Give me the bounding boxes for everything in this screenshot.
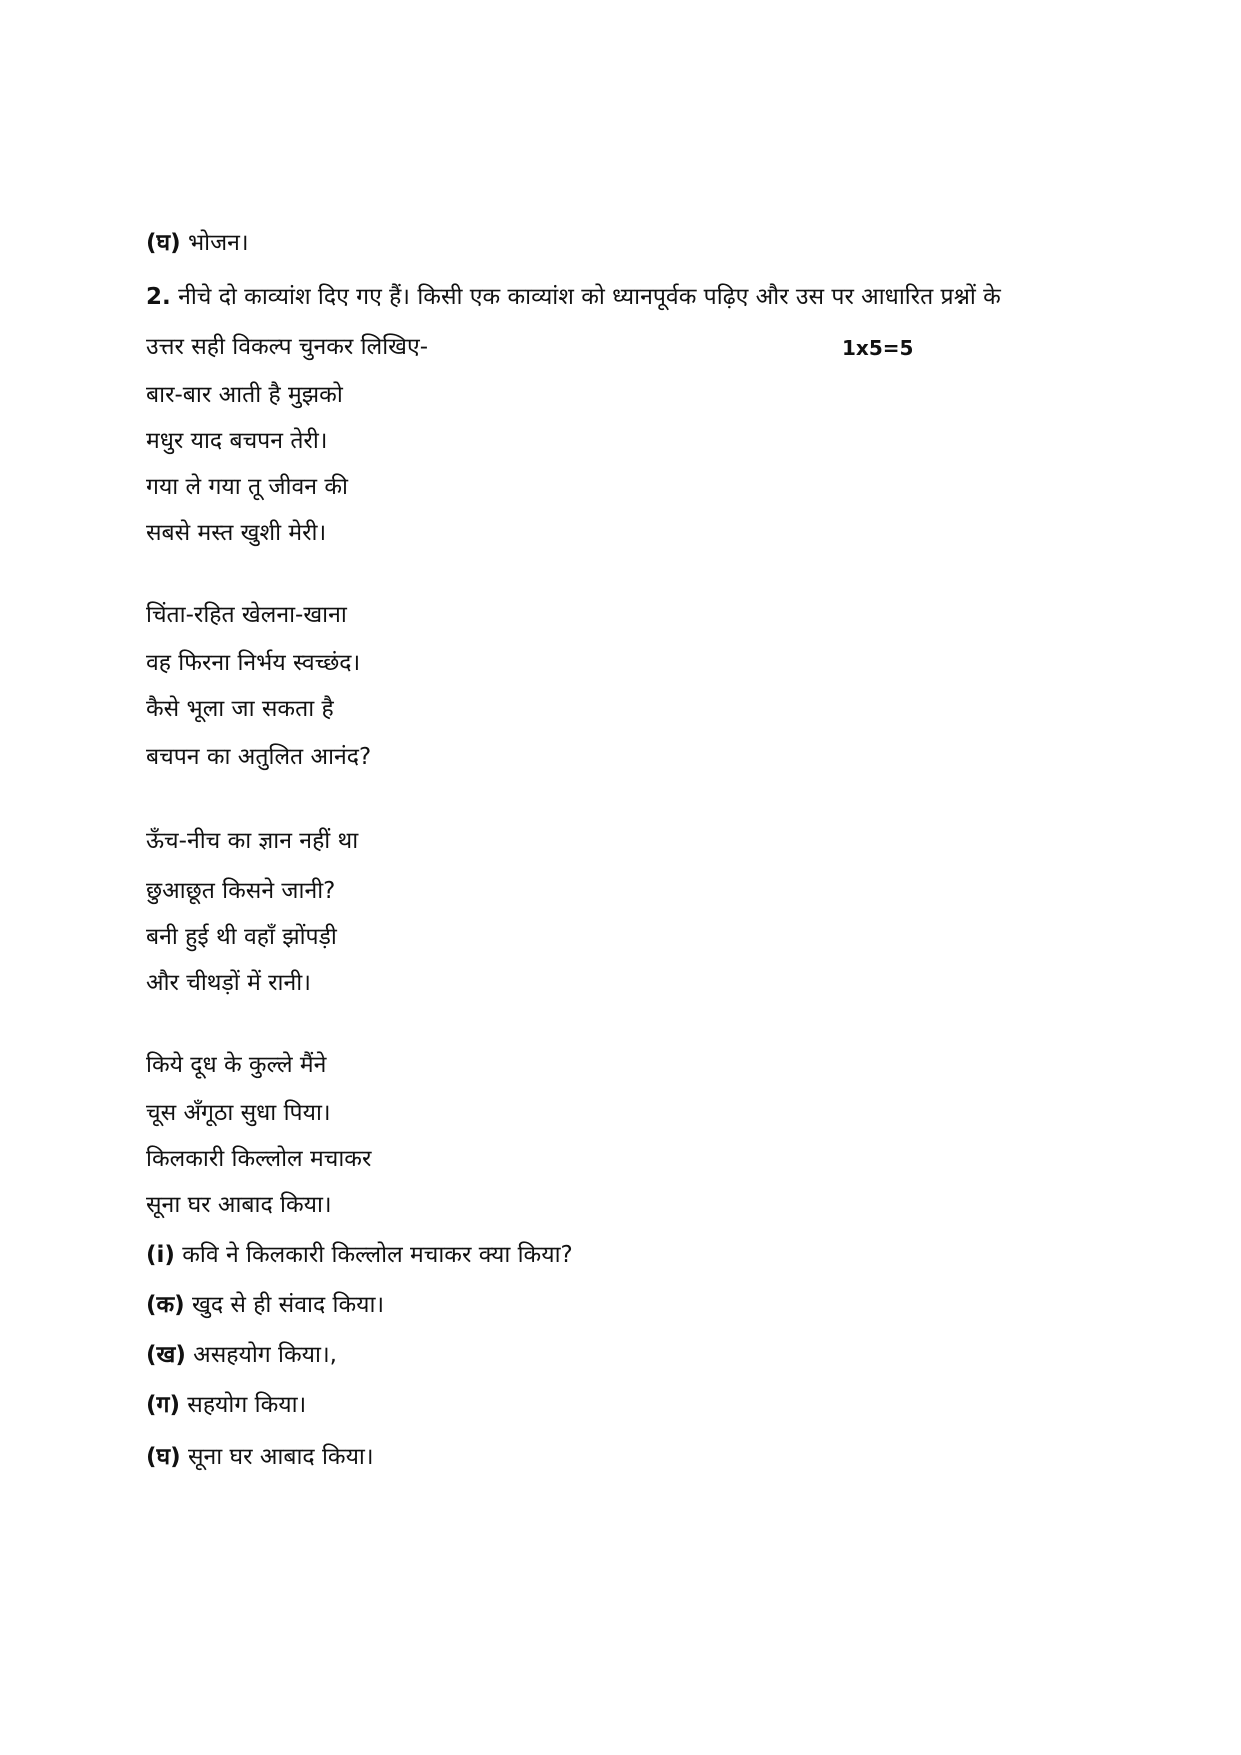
poem-stanza-2-line-4: बचपन का अतुलित आनंद? bbox=[146, 744, 372, 770]
question-2-line-2 bbox=[146, 332, 428, 362]
option-kha bbox=[146, 1340, 337, 1370]
poem-stanza-3-line-1: ऊँच-नीच का ज्ञान नहीं था bbox=[146, 828, 359, 854]
poem-stanza-2-line-3: कैसे भूला जा सकता है bbox=[146, 696, 334, 722]
poem-stanza-4-line-4: सूना घर आबाद किया। bbox=[146, 1192, 332, 1218]
sub-question-text: कवि ने किलकारी किल्लोल मचाकर क्या किया? bbox=[182, 1242, 573, 1268]
option-text: सूना घर आबाद किया। bbox=[187, 1444, 374, 1470]
poem-stanza-4-line-1: किये दूध के कुल्ले मैंने bbox=[146, 1052, 327, 1078]
option-text: भोजन। bbox=[187, 230, 249, 256]
poem-stanza-4-line-2: चूस अँगूठा सुधा पिया। bbox=[146, 1100, 331, 1126]
option-label: (घ) bbox=[146, 1444, 181, 1470]
option-label: (क) bbox=[146, 1292, 185, 1318]
option-label: (घ) bbox=[146, 230, 181, 256]
poem-stanza-1-line-2: मधुर याद बचपन तेरी। bbox=[146, 428, 328, 454]
poem-stanza-3-line-3: बनी हुई थी वहाँ झोंपड़ी bbox=[146, 924, 337, 950]
question-marks: 1x5=5 bbox=[842, 336, 914, 360]
option-label: (ख) bbox=[146, 1342, 186, 1368]
option-text: असहयोग किया।, bbox=[193, 1342, 337, 1368]
poem-stanza-1-line-3: गया ले गया तू जीवन की bbox=[146, 474, 348, 500]
sub-question-i bbox=[146, 1240, 573, 1270]
option-text: खुद से ही संवाद किया। bbox=[192, 1292, 385, 1318]
previous-option-gha bbox=[146, 228, 249, 258]
option-label: (ग) bbox=[146, 1392, 180, 1418]
option-gha bbox=[146, 1442, 374, 1472]
poem-stanza-3-line-2: छुआछूत किसने जानी? bbox=[146, 878, 336, 904]
option-text: सहयोग किया। bbox=[187, 1392, 307, 1418]
question-text-line-2: उत्तर सही विकल्प चुनकर लिखिए- bbox=[146, 334, 428, 360]
question-2-line-1 bbox=[146, 282, 1001, 312]
sub-question-label: (i) bbox=[146, 1242, 175, 1268]
poem-stanza-2-line-2: वह फिरना निर्भय स्वच्छंद। bbox=[146, 650, 361, 676]
question-number: 2. bbox=[146, 284, 171, 310]
poem-stanza-1-line-1: बार-बार आती है मुझको bbox=[146, 382, 343, 408]
option-ga bbox=[146, 1390, 306, 1420]
option-ka bbox=[146, 1290, 384, 1320]
question-text-line-1: नीचे दो काव्यांश दिए गए हैं। किसी एक काव्यांश को ध्यानपूर्वक पढ़िए और उस पर आधारित प्रश्नों के bbox=[178, 284, 1001, 310]
poem-stanza-2-line-1: चिंता-रहित खेलना-खाना bbox=[146, 602, 347, 628]
poem-stanza-3-line-4: और चीथड़ों में रानी। bbox=[146, 970, 311, 996]
poem-stanza-4-line-3: किलकारी किल्लोल मचाकर bbox=[146, 1146, 372, 1172]
poem-stanza-1-line-4: सबसे मस्त खुशी मेरी। bbox=[146, 520, 327, 546]
